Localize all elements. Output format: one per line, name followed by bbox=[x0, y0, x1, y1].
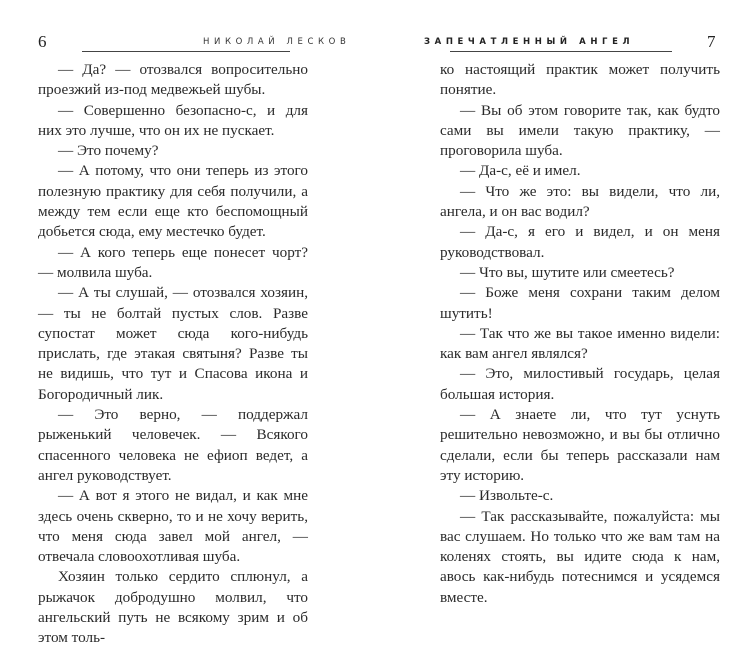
body-text bbox=[38, 60, 308, 649]
paragraph: — А потому, что они теперь из этого полезную практику для себя получили, а между тем если еще кто беспомощный добьется сюда, ему местечко будет. bbox=[38, 162, 308, 241]
right-page bbox=[372, 0, 744, 606]
header-rule bbox=[82, 51, 290, 52]
paragraph-continuation: ко настоящий практик может получить понятие. bbox=[440, 61, 720, 99]
paragraph: — А знаете ли, что тут уснуть решительно невозможно, и вы бы отлично сделали, если бы теперь рассказали нам эту историю. bbox=[440, 406, 720, 484]
left-page bbox=[0, 0, 372, 647]
paragraph: Хозяин только сердито сплюнул, а рыжачок добродушно молвил, что ангельский путь не всякому зрим и об этом толь- bbox=[38, 568, 308, 647]
paragraph: — Вы об этом говорите так, как будто сами вы имели такую практику, — проговорила шуба. bbox=[440, 101, 720, 160]
paragraph: — Да-с, её и имел. bbox=[460, 162, 581, 180]
paragraph: — Так что же вы такое именно видели: как вам ангел являлся? bbox=[440, 324, 720, 363]
paragraph: — Да? — отозвался вопросительно проезжий из-под медвежьей шубы. bbox=[38, 61, 308, 99]
paragraph: — Это почему? bbox=[58, 142, 159, 160]
paragraph: — А ты слушай, — отозвался хозяин, — ты не болтай пустых слов. Разве супостат может сюда кого-нибудь прислать, где этакая святыня? Разве ты не видишь, что тут и Спасова икона и Богородичный лик. bbox=[38, 284, 308, 403]
paragraph: — Это верно, — поддержал рыженький человечек. — Всякого спасенного человека не ефиоп ведет, а ангел руководствует. bbox=[38, 406, 308, 484]
paragraph: — Совершенно безопасно-с, и для них это лучше, что он их не пускает. bbox=[38, 101, 308, 139]
paragraph: — Да-с, я его и видел, и он меня руководствовал. bbox=[440, 223, 720, 261]
paragraph: — Так рассказывайте, пожалуйста: мы вас слушаем. Но только что же вам там на коленях стоять, вы идите сюда к нам, авось как-нибудь потеснимся и усядемся вместе. bbox=[440, 507, 720, 606]
page-number: 6 bbox=[38, 32, 47, 51]
running-head-title: ЗАПЕЧАТЛЕННЫЙ АНГЕЛ bbox=[424, 37, 635, 47]
header-rule bbox=[450, 51, 672, 52]
paragraph: — А кого теперь еще понесет чорт? — молвила шуба. bbox=[38, 243, 308, 281]
paragraph: — Это, милостивый государь, целая большая история. bbox=[440, 365, 720, 403]
paragraph: — Что вы, шутите или смеетесь? bbox=[460, 263, 675, 281]
body-text bbox=[440, 60, 720, 608]
running-head-author: НИКОЛАЙ ЛЕСКОВ bbox=[203, 37, 351, 47]
paragraph: — Что же это: вы видели, что ли, ангела, и он вас водил? bbox=[440, 182, 720, 221]
page-number: 7 bbox=[707, 32, 716, 51]
paragraph: — А вот я этого не видал, и как мне здесь очень скверно, то и не хочу верить, что меня сюда завел мой ангел, — отвечала словоохотливая шуба. bbox=[38, 487, 308, 566]
paragraph: — Извольте-с. bbox=[460, 487, 554, 505]
paragraph: — Боже меня сохрани таким делом шутить! bbox=[440, 284, 720, 322]
